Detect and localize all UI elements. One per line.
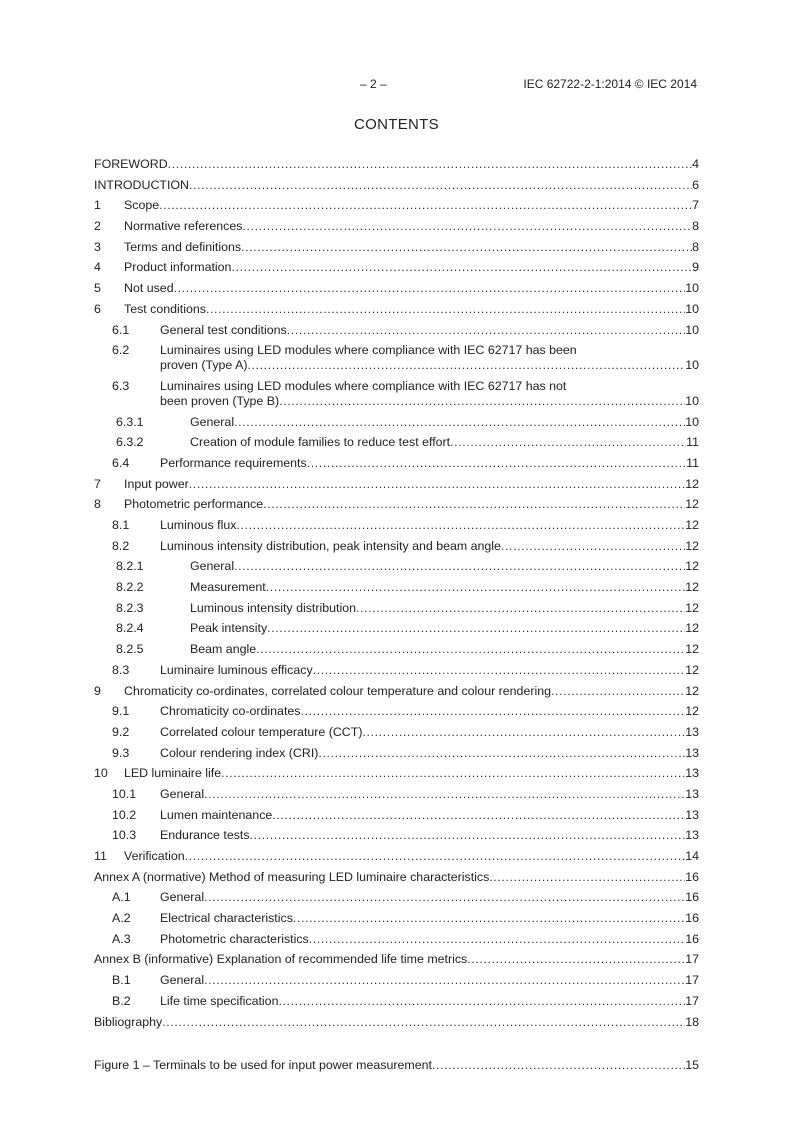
figure-list-entry[interactable] [94,1058,699,1073]
toc-entry-page: 12 [685,600,699,615]
toc-entry-page: 10 [685,301,699,316]
toc-entry-number: 11 [94,849,107,863]
toc-entry-page: 9 [692,260,699,275]
toc-dot-leader [204,973,685,988]
toc-entry[interactable] [94,766,699,781]
toc-dot-leader [234,415,685,430]
toc-dot-leader [279,394,685,409]
toc-entry-title: Chromaticity co-ordinates, correlated colour temperature and colour rendering [124,683,551,698]
toc-entry-title: Product information [124,260,232,275]
toc-dot-leader [231,260,692,275]
toc-entry-continuation[interactable] [94,394,699,409]
toc-entry[interactable] [94,642,699,657]
toc-entry-number: B.1 [112,973,131,988]
toc-entry[interactable] [94,219,699,234]
toc-entry-page: 4 [692,157,699,171]
toc-entry-title: Input power [124,476,189,491]
toc-dot-leader [241,240,692,255]
toc-dot-leader [266,580,685,595]
toc-dot-leader [432,1058,685,1073]
toc-entry-number: 1 [94,198,101,213]
toc-dot-leader [185,849,686,864]
figure-entry-title: Figure 1 – Terminals to be used for input power measurement [94,1057,432,1072]
toc-dot-leader [204,890,685,905]
toc-dot-leader [204,787,685,802]
toc-entry[interactable] [94,302,699,317]
toc-entry[interactable] [94,1015,699,1030]
toc-entry[interactable] [94,704,699,719]
toc-entry-page: 12 [685,580,699,595]
toc-entry[interactable] [94,477,699,492]
toc-entry-title: Measurement [190,580,266,595]
toc-entry-page: 16 [685,890,699,905]
toc-entry-title: Endurance tests [160,828,250,843]
toc-entry-page: 10 [685,281,699,296]
toc-entry-title: INTRODUCTION [94,177,189,192]
toc-dot-leader [247,358,685,373]
toc-entry-number: A.1 [112,890,131,905]
toc-entry-continuation[interactable] [94,358,699,373]
toc-entry-number: 6.3.2 [116,435,144,450]
toc-entry-number: 10 [94,766,108,781]
toc-dot-leader [168,157,692,172]
toc-entry-number: 5 [94,281,101,296]
toc-entry-page: 12 [685,538,699,553]
toc-dot-leader [313,663,686,678]
toc-entry[interactable] [94,911,699,926]
toc-entry-number: 6.1 [112,322,130,337]
toc-entry-number: 2 [94,219,101,234]
toc-entry-page: 10 [685,393,699,408]
toc-entry[interactable] [94,456,699,471]
toc-entry[interactable] [94,559,699,574]
toc-entry-title: Luminaire luminous efficacy [160,662,313,677]
toc-entry-title: Terms and definitions [124,239,242,254]
document-id: IEC 62722-2-1:2014 © IEC 2014 [523,77,697,91]
toc-entry-number: A.3 [112,931,131,946]
toc-dot-leader [221,766,685,781]
toc-entry-page: 14 [685,849,699,863]
toc-entry-number: 8.3 [112,662,130,677]
toc-entry[interactable] [94,870,699,885]
toc-entry-title: General [190,414,235,429]
toc-entry-title: Luminaires using LED modules where compliance with IEC 62717 has been [160,343,577,358]
toc-entry-page: 12 [685,559,699,574]
toc-entry-title: Annex A (normative) Method of measuring LED luminaire characteristics [94,869,490,884]
toc-entry-page: 13 [685,828,699,843]
toc-entry-number: 6.2 [112,343,130,358]
toc-entry[interactable] [94,849,699,864]
toc-entry-page: 12 [685,476,699,491]
toc-entry[interactable] [94,323,699,338]
toc-entry-number: 10.3 [112,828,137,843]
toc-dot-leader [362,725,685,740]
toc-entry-page: 10 [685,358,699,373]
toc-dot-leader [250,828,686,843]
toc-entry-title: Normative references [124,219,243,234]
toc-entry-page: 17 [685,973,699,988]
toc-dot-leader [162,1015,685,1030]
toc-entry[interactable] [94,725,699,740]
toc-dot-leader [234,559,685,574]
toc-entry-title: Verification [124,849,185,863]
toc-entry-title: Luminous intensity distribution [190,600,356,615]
toc-dot-leader [256,642,685,657]
toc-dot-leader [189,178,692,193]
toc-entry-number: 9.3 [112,745,130,760]
toc-entry[interactable] [94,240,699,255]
toc-entry-page: 10 [685,414,699,429]
toc-entry[interactable] [94,808,699,823]
toc-entry-page: 10 [685,322,699,337]
toc-dot-leader [489,870,685,885]
toc-entry-page: 17 [685,952,699,967]
toc-entry-title: Scope [124,198,160,213]
toc-entry-title: Creation of module families to reduce test effort [190,435,451,450]
toc-entry-page: 6 [692,177,699,192]
toc-entry-title: General [160,973,205,988]
toc-entry[interactable] [94,601,699,616]
toc-entry-title: LED luminaire life [124,766,222,781]
toc-entry-number: 8.2.5 [116,642,144,657]
toc-entry[interactable] [94,379,699,394]
toc-entry-title: Luminous intensity distribution, peak intensity and beam angle [160,538,501,553]
toc-dot-leader [450,435,686,450]
toc-entry[interactable] [94,435,699,450]
toc-entry-title-continued: proven (Type A) [160,358,248,373]
toc-entry-number: 10.1 [112,786,137,801]
toc-entry-title: Beam angle [190,642,257,657]
toc-entry[interactable] [94,890,699,905]
toc-entry-page: 11 [686,455,699,470]
toc-entry-title: Chromaticity co-ordinates [160,704,301,719]
toc-dot-leader [300,704,685,719]
toc-entry-number: 4 [94,260,101,275]
toc-entry[interactable] [94,157,699,172]
toc-entry[interactable] [94,621,699,636]
toc-dot-leader [551,684,685,699]
toc-entry-number: 8.2.4 [116,621,144,636]
toc-entry-title: Colour rendering index (CRI) [160,745,319,760]
toc-dot-leader [356,601,685,616]
toc-entry-title: Test conditions [124,301,206,316]
toc-dot-leader [293,911,685,926]
toc-entry-number: 8 [94,497,101,512]
toc-entry-number: 6.3.1 [116,414,144,429]
toc-entry-number: 9.1 [112,704,130,719]
page-number: – 2 – [360,77,387,91]
toc-entry-number: 9.2 [112,724,130,739]
toc-dot-leader [236,518,685,533]
toc-entry-title: Correlated colour temperature (CCT) [160,724,363,739]
toc-entry-page: 13 [685,745,699,760]
toc-entry-page: 12 [685,662,699,677]
toc-dot-leader [174,281,686,296]
toc-dot-leader [467,952,685,967]
contents-title: CONTENTS [354,116,439,133]
toc-entry[interactable] [94,663,699,678]
toc-dot-leader [159,198,692,213]
toc-entry-page: 13 [685,807,699,822]
toc-entry-title: Electrical characteristics [160,911,293,926]
toc-entry[interactable] [94,415,699,430]
toc-dot-leader [309,932,685,947]
toc-entry-title: Performance requirements [160,455,307,470]
toc-entry-title: General [160,786,205,801]
toc-entry-page: 7 [692,198,699,213]
toc-entry-page: 8 [692,239,699,254]
toc-entry-page: 12 [685,621,699,636]
toc-entry-number: 3 [94,239,101,254]
toc-entry-title: Annex B (informative) Explanation of recommended life time metrics [94,952,468,967]
toc-entry-page: 13 [685,786,699,801]
toc-dot-leader [189,477,685,492]
toc-dot-leader [501,539,685,554]
toc-entry-page: 12 [685,497,699,512]
toc-entry-number: 7 [94,476,101,491]
table-of-contents [94,157,699,1073]
toc-entry-number: 8.2.3 [116,600,144,615]
toc-entry-page: 17 [685,993,699,1008]
toc-entry-title: General test conditions [160,322,287,337]
toc-entry-number: 6.3 [112,378,130,393]
toc-entry[interactable] [94,281,699,296]
toc-entry-page: 11 [686,435,699,450]
toc-entry-page: 18 [685,1014,699,1029]
toc-entry-page: 16 [685,931,699,946]
toc-entry-number: 8.1 [112,518,130,532]
toc-dot-leader [278,994,685,1009]
toc-entry-title: Luminous flux [160,518,237,532]
toc-entry[interactable] [94,497,699,512]
toc-entry-page: 8 [692,219,699,234]
toc-entry-page: 12 [685,704,699,719]
toc-entry-title: Photometric performance [124,497,264,512]
toc-dot-leader [307,456,686,471]
toc-entry[interactable] [94,178,699,193]
toc-entry-title: Photometric characteristics [160,931,309,946]
toc-entry-title: General [190,559,235,574]
toc-entry[interactable] [94,932,699,947]
toc-entry-page: 12 [685,518,699,532]
toc-entry-number: 6.4 [112,455,130,470]
figure-entry-page: 15 [685,1057,699,1072]
toc-entry-title: General [160,890,205,905]
toc-entry-number: 6 [94,301,101,316]
toc-dot-leader [267,621,685,636]
toc-entry-page: 16 [685,869,699,884]
toc-entry-number: 9 [94,683,101,698]
toc-entry-page: 12 [685,642,699,657]
toc-entry-number: 10.2 [112,807,137,822]
toc-entry[interactable] [94,260,699,275]
toc-entry-page: 16 [685,911,699,926]
toc-entry[interactable] [94,343,699,358]
toc-entry-title: Not used [124,281,174,296]
toc-dot-leader [242,219,692,234]
toc-entry[interactable] [94,973,699,988]
toc-entry[interactable] [94,518,699,533]
toc-entry-page: 13 [685,766,699,781]
toc-entry-page: 13 [685,724,699,739]
toc-entry[interactable] [94,952,699,967]
toc-entry-title: Bibliography [94,1014,163,1029]
toc-entry-page: 12 [685,683,699,698]
toc-entry-title: Life time specification [160,993,279,1008]
toc-entry[interactable] [94,198,699,213]
toc-dot-leader [318,746,685,761]
toc-entry-number: 8.2.2 [116,580,144,595]
toc-entry[interactable] [94,746,699,761]
toc-entry[interactable] [94,684,699,699]
toc-dot-leader [263,497,685,512]
toc-entry-number: B.2 [112,993,131,1008]
toc-entry-number: 8.2 [112,538,130,553]
toc-entry-title: FOREWORD [94,157,168,171]
toc-entry-title-continued: been proven (Type B) [160,393,280,408]
toc-entry[interactable] [94,539,699,554]
toc-dot-leader [206,302,685,317]
toc-entry[interactable] [94,828,699,843]
page-header [0,77,793,93]
toc-entry-title: Peak intensity [190,621,268,636]
toc-dot-leader [287,323,685,338]
toc-dot-leader [272,808,685,823]
toc-entry-title: Lumen maintenance [160,807,273,822]
toc-entry-number: A.2 [112,911,131,926]
toc-entry[interactable] [94,994,699,1009]
toc-entry-title: Luminaires using LED modules where compliance with IEC 62717 has not [160,378,567,393]
toc-entry[interactable] [94,580,699,595]
toc-entry-number: 8.2.1 [116,559,144,574]
toc-entry[interactable] [94,787,699,802]
